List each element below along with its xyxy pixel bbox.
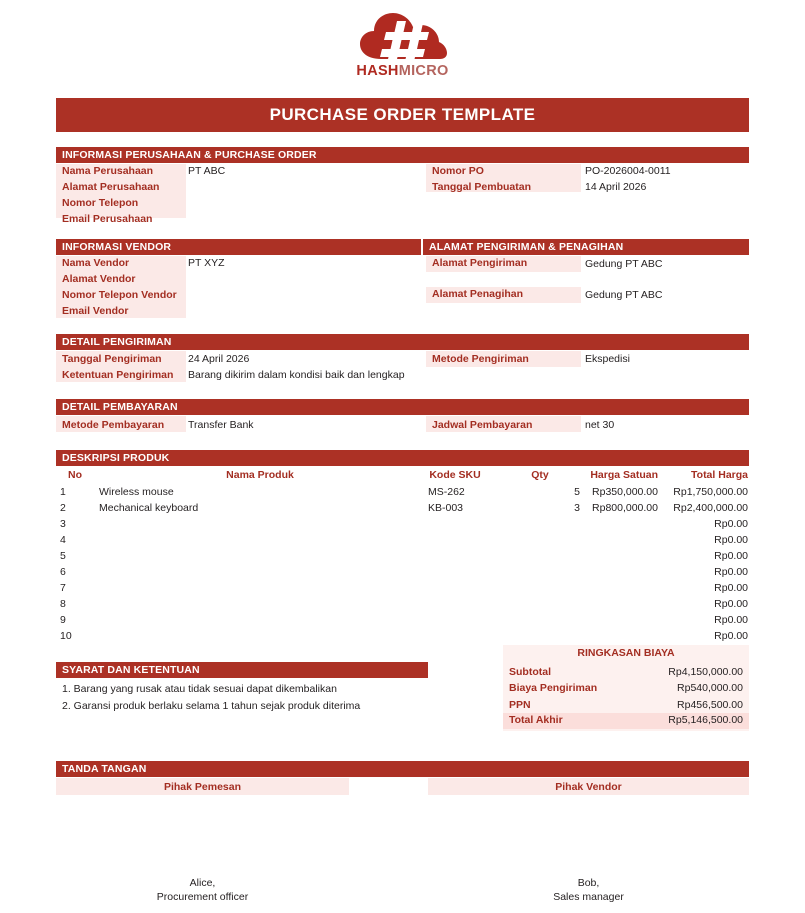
signature-role-vendor-label: Pihak Vendor (555, 780, 622, 793)
signature-role-pemesan-label: Pihak Pemesan (163, 780, 242, 793)
label-nomor-po: Nomor PO (432, 165, 484, 177)
value-nama-vendor[interactable]: PT XYZ (188, 257, 225, 269)
terms-item-2: 2. Garansi produk berlaku selama 1 tahun sejak produk diterima (62, 700, 361, 712)
signature-name-vendor: Bob, (577, 877, 600, 889)
label-nomor-telepon: Nomor Telepon (62, 197, 139, 209)
summary-label-subtotal: Subtotal (509, 666, 551, 678)
value-alamat-penagihan[interactable]: Gedung PT ABC (585, 289, 663, 301)
section-header-terms-label: SYARAT DAN KETENTUAN (62, 664, 200, 676)
summary-value-subtotal: Rp4,150,000.00 (668, 666, 743, 678)
signature-position-vendor: Sales manager (553, 891, 624, 903)
summary-value-ppn[interactable]: Rp456,500.00 (677, 699, 743, 711)
label-nomor-telepon-vendor: Nomor Telepon Vendor (62, 289, 177, 301)
summary-label-biaya-pengiriman: Biaya Pengiriman (509, 682, 598, 694)
logo-wordmark (356, 64, 448, 79)
section-header-products (56, 450, 749, 466)
logo-text-micro: MICRO (398, 63, 449, 79)
table-row: Rp0.00 (714, 534, 748, 546)
brand-logo (0, 12, 805, 79)
label-nama-vendor: Nama Vendor (62, 257, 130, 269)
section-header-terms (56, 662, 428, 678)
table-row: 8 (60, 598, 66, 610)
table-row: Rp0.00 (714, 598, 748, 610)
table-row[interactable]: Mechanical keyboard (99, 502, 199, 514)
value-ketentuan-pengiriman[interactable]: Barang dikirim dalam kondisi baik dan lengkap (188, 369, 405, 381)
section-header-address (423, 239, 749, 255)
col-header-harga-satuan: Harga Satuan (590, 469, 658, 481)
signature-role-pemesan (56, 778, 349, 795)
signature-role-vendor (428, 778, 749, 795)
value-tanggal-pembuatan[interactable]: 14 April 2026 (585, 181, 647, 193)
label-email-perusahaan: Email Perusahaan (62, 213, 153, 225)
section-header-shipping-label: DETAIL PENGIRIMAN (62, 336, 172, 348)
section-header-company-label: INFORMASI PERUSAHAAN & PURCHASE ORDER (62, 149, 317, 161)
table-row: 6 (60, 566, 66, 578)
logo-text-hash: HASH (356, 63, 399, 79)
page-title: PURCHASE ORDER TEMPLATE (269, 105, 536, 124)
table-row: 2 (60, 502, 66, 514)
section-header-payment-label: DETAIL PEMBAYARAN (62, 401, 178, 413)
label-nama-perusahaan: Nama Perusahaan (62, 165, 154, 177)
label-alamat-vendor: Alamat Vendor (62, 273, 136, 285)
label-tanggal-pengiriman: Tanggal Pengiriman (62, 353, 162, 365)
section-header-signature-label: TANDA TANGAN (62, 763, 147, 775)
value-nomor-po[interactable]: PO-2026004-0011 (585, 165, 671, 177)
table-row: 4 (60, 534, 66, 546)
summary-label-ppn: PPN (509, 699, 531, 711)
label-tanggal-pembuatan: Tanggal Pembuatan (432, 181, 531, 193)
signature-name-pemesan: Alice, (189, 877, 216, 889)
table-row[interactable]: MS-262 (428, 486, 465, 498)
table-row[interactable]: KB-003 (428, 502, 464, 514)
value-metode-pengiriman[interactable]: Ekspedisi (585, 353, 630, 365)
value-jadwal-pembayaran[interactable]: net 30 (585, 419, 615, 431)
table-row[interactable]: Rp350,000.00 (592, 486, 658, 498)
label-alamat-pengiriman: Alamat Pengiriman (432, 257, 528, 269)
table-row: 1 (60, 486, 66, 498)
section-header-address-label: ALAMAT PENGIRIMAN & PENAGIHAN (429, 241, 624, 253)
summary-value-biaya-pengiriman[interactable]: Rp540,000.00 (677, 682, 743, 694)
value-metode-pembayaran[interactable]: Transfer Bank (188, 419, 254, 431)
col-header-total-harga: Total Harga (691, 469, 748, 481)
signature-position-pemesan: Procurement officer (156, 891, 249, 903)
label-metode-pembayaran: Metode Pembayaran (62, 419, 165, 431)
table-row: Rp0.00 (714, 582, 748, 594)
label-jadwal-pembayaran: Jadwal Pembayaran (432, 419, 533, 431)
summary-value-total-akhir: Rp5,146,500.00 (668, 714, 743, 726)
cost-summary-heading: RINGKASAN BIAYA (577, 647, 675, 659)
table-row: 7 (60, 582, 66, 594)
table-row: Rp0.00 (714, 518, 748, 530)
summary-label-total-akhir: Total Akhir (509, 714, 563, 726)
col-header-kode-sku: Kode SKU (429, 469, 481, 481)
terms-item-1: 1. Barang yang rusak atau tidak sesuai dapat dikembalikan (62, 683, 337, 695)
section-header-signature (56, 761, 749, 777)
label-alamat-perusahaan: Alamat Perusahaan (62, 181, 160, 193)
col-header-nama-produk: Nama Produk (226, 469, 294, 481)
table-row[interactable]: 3 (574, 502, 580, 514)
col-header-no: No (68, 469, 82, 481)
table-row: Rp0.00 (714, 550, 748, 562)
label-ketentuan-pengiriman: Ketentuan Pengiriman (62, 369, 174, 381)
table-row[interactable]: Wireless mouse (99, 486, 174, 498)
value-alamat-pengiriman[interactable]: Gedung PT ABC (585, 258, 663, 270)
section-header-vendor-label: INFORMASI VENDOR (62, 241, 172, 253)
table-row: 9 (60, 614, 66, 626)
table-row: Rp2,400,000.00 (673, 502, 748, 514)
table-row: Rp0.00 (714, 566, 748, 578)
table-row[interactable]: Rp800,000.00 (592, 502, 658, 514)
label-metode-pengiriman: Metode Pengiriman (432, 353, 529, 365)
value-nama-perusahaan[interactable]: PT ABC (188, 165, 226, 177)
section-header-products-label: DESKRIPSI PRODUK (62, 452, 170, 464)
value-tanggal-pengiriman[interactable]: 24 April 2026 (188, 353, 250, 365)
document-title-bar (56, 98, 749, 132)
section-header-vendor (56, 239, 421, 255)
col-header-qty: Qty (531, 469, 549, 481)
table-row: 3 (60, 518, 66, 530)
table-row[interactable]: 5 (574, 486, 580, 498)
label-email-vendor: Email Vendor (62, 305, 129, 317)
table-row: Rp1,750,000.00 (673, 486, 748, 498)
cloud-hash-icon (357, 12, 449, 62)
table-row: 10 (60, 630, 72, 642)
table-row: Rp0.00 (714, 630, 748, 642)
table-row: 5 (60, 550, 66, 562)
table-row: Rp0.00 (714, 614, 748, 626)
section-header-shipping (56, 334, 749, 350)
section-header-payment (56, 399, 749, 415)
label-alamat-penagihan: Alamat Penagihan (432, 288, 524, 300)
section-header-company (56, 147, 749, 163)
